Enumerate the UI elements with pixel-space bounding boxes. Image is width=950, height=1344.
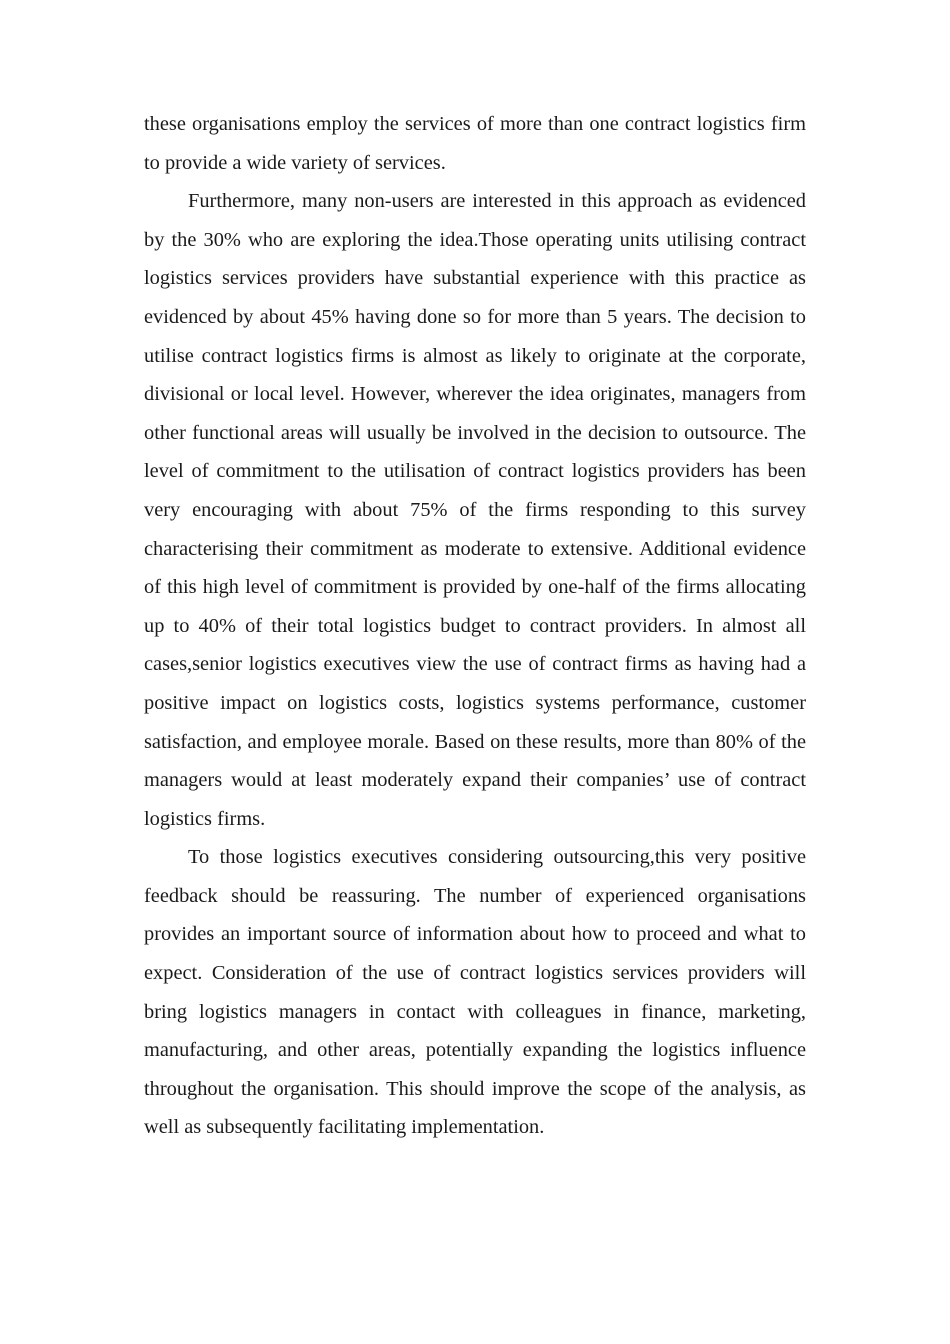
document-page xyxy=(144,105,806,1147)
paragraph-outsourcing-advice: To those logistics executives considering outsourcing,this very positive feedback should be reassuring. The number of experienced organisations provides an important source of information about how to proceed and what to expect. Consideration of the use of contract logistics services providers will bring logistics managers in contact with colleagues in finance, marketing, manufacturing, and other areas, potentially expanding the logistics influence throughout the organisation. This should improve the scope of the analysis, as well as subsequently facilitating implementation. xyxy=(144,846,806,1139)
paragraph-survey-findings: Furthermore, many non-users are interested in this approach as evidenced by the 30% who are exploring the idea.Those operating units utilising contract logistics services providers have substantial experience with this practice as evidenced by about 45% having done so for more than 5 years. The decision to utilise contract logistics firms is almost as likely to originate at the corporate, divisional or local level. However, wherever the idea originates, managers from other functional areas will usually be involved in the decision to outsource. The level of commitment to the utilisation of contract logistics providers has been very encouraging with about 75% of the firms responding to this survey characterising their commitment as moderate to extensive. Additional evidence of this high level of commitment is provided by one-half of the firms allocating up to 40% of their total logistics budget to contract providers. In almost all cases,senior logistics executives view the use of contract firms as having had a positive impact on logistics costs, logistics systems performance, customer satisfaction, and employee morale. Based on these results, more than 80% of the managers would at least moderately expand their companies’ use of contract logistics firms. xyxy=(144,190,806,830)
paragraph-continuation: these organisations employ the services of more than one contract logistics firm to provide a wide variety of services. xyxy=(144,113,806,174)
